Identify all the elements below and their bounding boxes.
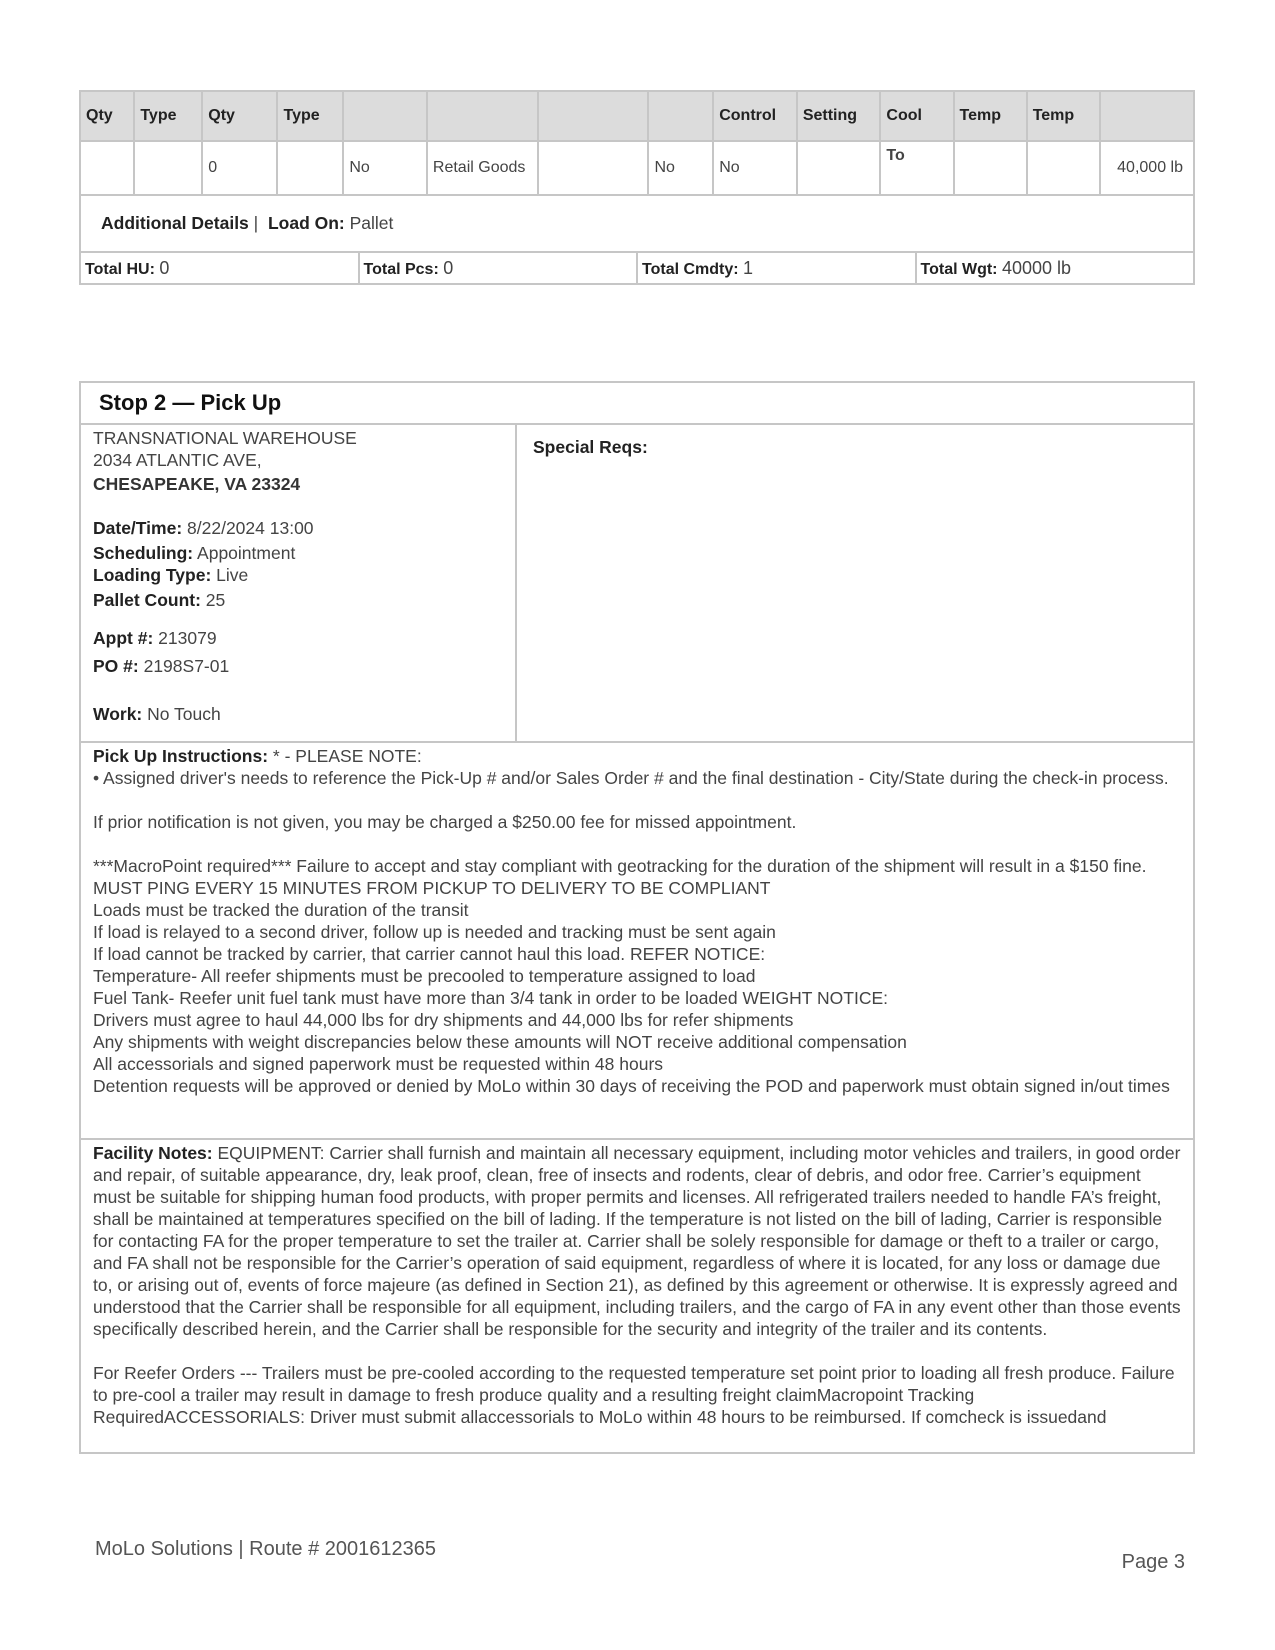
header-qty: Qty <box>80 91 134 141</box>
datetime-value: 8/22/2024 13:00 <box>187 518 314 538</box>
total-pcs <box>360 253 639 283</box>
load-on-label: Load On: <box>267 213 345 233</box>
appt-field <box>93 627 515 649</box>
total-cmdty-value: 1 <box>743 258 754 278</box>
table-cell <box>797 141 881 195</box>
header-blank <box>1100 91 1194 141</box>
total-hu-value: 0 <box>159 258 170 278</box>
additional-details <box>80 195 1194 252</box>
instruction-line: Loads must be tracked the duration of the transit <box>93 900 469 920</box>
header-blank <box>427 91 538 141</box>
load-on-value: Pallet <box>349 213 394 233</box>
total-wgt <box>917 253 1194 283</box>
pallet-count-label: Pallet Count: <box>93 590 201 610</box>
total-hu-label: Total HU: <box>85 261 155 278</box>
header-blank <box>648 91 713 141</box>
header-temp: Temp <box>954 91 1027 141</box>
address-line: 2034 ATLANTIC AVE, <box>93 450 262 470</box>
totals-row <box>80 252 1194 284</box>
instruction-line: ***MacroPoint required*** Failure to accept and stay compliant with geotracking for the duration of the shipment will result in a $150 fine. MUST PING EVERY 15 MINUTES FROM PICKUP TO DELIVERY TO BE COMPLIANT <box>93 856 1147 898</box>
instruction-line: If load cannot be tracked by carrier, that carrier cannot haul this load. REFER NOTICE: <box>93 944 766 964</box>
special-reqs-label: Special Reqs: <box>533 437 648 457</box>
instruction-line: * - PLEASE NOTE: <box>272 746 422 766</box>
table-cell <box>277 141 343 195</box>
table-row <box>80 141 1194 195</box>
appt-value: 213079 <box>158 628 217 648</box>
instruction-line: Detention requests will be approved or denied by MoLo within 30 days of receiving the POD and paperwork must obtain signed in/out times <box>93 1076 1170 1096</box>
facility-name: TRANSNATIONAL WAREHOUSE <box>93 428 357 448</box>
footer-route: MoLo Solutions | Route # 2001612365 <box>95 1538 437 1560</box>
table-cell: No <box>713 141 797 195</box>
pallet-count-value: 25 <box>205 590 226 610</box>
pickup-instructions <box>81 743 1193 1140</box>
header-qty: Qty <box>202 91 277 141</box>
po-label: PO #: <box>93 656 139 676</box>
instruction-line <box>93 833 1181 855</box>
appt-label: Appt #: <box>93 628 154 648</box>
header-setting: Setting <box>797 91 881 141</box>
footer-page-number: Page 3 <box>1121 1551 1185 1573</box>
datetime-field <box>93 516 515 540</box>
table-cell: 40,000 lb <box>1100 141 1194 195</box>
header-type: Type <box>134 91 202 141</box>
facility-notes-text: EQUIPMENT: Carrier shall furnish and maintain all necessary equipment, including motor vehicles and trailers, in good order and repair, of suitable appearance, dry, leak proof, clean, free of insects and rodents, clear of debris, and odor free. Carrier’s equipment must be suitable for shipping human food products, with proper permits and licenses. All refrigerated trailers needed to handle FA’s freight, shall be maintained at temperatures specified on the bill of lading. If the temperature is not listed on the bill of lading, Carrier is responsible for contacting FA for the proper temperature to set the trailer at. Carrier shall be solely responsible for damage or theft to a trailer or cargo, and FA shall not be responsible for the Carrier’s operation of said equipment, regardless of where it is located, for any loss or damage due to, or arising out of, events of force majeure (as defined in Section 21), as defined by this agreement or otherwise. It is expressly agreed and understood that the Carrier shall be responsible for all equipment, including trailers, and the cargo of FA in any event other than those events specifically described herein, and the Carrier shall be responsible for the security and integrity of the trailer and its contents. <box>93 1143 1181 1339</box>
scheduling-label: Scheduling: <box>93 543 194 563</box>
scheduling-field <box>93 542 515 564</box>
total-wgt-value: 40000 lb <box>1001 258 1072 278</box>
city-state-zip: CHESAPEAKE, VA 23324 <box>93 474 301 494</box>
facility-notes <box>81 1140 1193 1452</box>
instruction-line: Temperature- All reefer shipments must be precooled to temperature assigned to load <box>93 966 756 986</box>
table-cell: 0 <box>202 141 277 195</box>
facility-notes-label: Facility Notes: <box>93 1143 213 1163</box>
additional-details-row <box>80 195 1194 252</box>
commodity-header-row <box>80 91 1194 141</box>
po-value: 2198S7-01 <box>143 656 230 676</box>
table-cell <box>538 141 649 195</box>
header-blank <box>343 91 427 141</box>
commodity-table <box>79 90 1195 285</box>
instruction-line: Drivers must agree to haul 44,000 lbs for dry shipments and 44,000 lbs for refer shipments <box>93 1010 794 1030</box>
total-cmdty <box>638 253 917 283</box>
loading-type-value: Live <box>216 565 249 585</box>
separator: | <box>253 213 259 233</box>
instruction-line: If load is relayed to a second driver, follow up is needed and tracking must be sent again <box>93 922 776 942</box>
header-blank <box>538 91 649 141</box>
stop-section <box>79 381 1195 1454</box>
loading-type-label: Loading Type: <box>93 565 212 585</box>
table-cell: No <box>648 141 713 195</box>
instruction-line: • Assigned driver's needs to reference the Pick-Up # and/or Sales Order # and the final destination - City/State during the check-in process. <box>93 768 1169 788</box>
additional-details-label: Additional Details <box>101 213 249 233</box>
work-value: No Touch <box>147 704 221 724</box>
facility-notes-reefer: For Reefer Orders --- Trailers must be pre-cooled according to the requested temperature set point prior to loading all fresh produce. Failure to pre-cool a trailer may result in damage to fresh produce quality and a resulting freight claimMacropoint Tracking RequiredACCESSORIALS: Driver must submit allaccessorials to MoLo within 48 hours to be reimbursed. If comcheck is issuedand <box>93 1363 1175 1427</box>
table-cell: No <box>343 141 427 195</box>
instruction-line: All accessorials and signed paperwork must be requested within 48 hours <box>93 1054 664 1074</box>
total-wgt-label: Total Wgt: <box>920 261 998 278</box>
stop-details <box>81 425 1193 743</box>
work-label: Work: <box>93 704 143 724</box>
table-cell <box>954 141 1027 195</box>
instruction-line: Fuel Tank- Reefer unit fuel tank must have more than 3/4 tank in order to be loaded WEIGHT NOTICE: <box>93 988 889 1008</box>
loading-type-field <box>93 564 515 586</box>
work-field <box>93 703 515 725</box>
pickup-instructions-label: Pick Up Instructions: <box>93 746 269 766</box>
total-pcs-label: Total Pcs: <box>363 261 439 278</box>
header-type: Type <box>277 91 343 141</box>
po-field <box>93 655 515 677</box>
header-temp: Temp <box>1027 91 1100 141</box>
table-cell <box>1027 141 1100 195</box>
table-cell <box>80 141 134 195</box>
instruction-line: Any shipments with weight discrepancies below these amounts will NOT receive additional compensation <box>93 1032 907 1052</box>
total-cmdty-label: Total Cmdty: <box>642 261 739 278</box>
datetime-label: Date/Time: <box>93 518 183 538</box>
instruction-line: If prior notification is not given, you may be charged a $250.00 fee for missed appointment. <box>93 812 797 832</box>
table-cell: To <box>880 141 953 195</box>
pallet-count-field <box>93 589 515 611</box>
stop-address-panel <box>81 425 517 741</box>
total-hu <box>81 253 360 283</box>
total-pcs-value: 0 <box>443 258 454 278</box>
special-reqs-panel <box>517 425 1193 741</box>
table-cell <box>134 141 202 195</box>
instruction-line <box>93 789 1181 811</box>
header-cool: Cool <box>880 91 953 141</box>
stop-title: Stop 2 — Pick Up <box>81 383 1193 425</box>
header-control: Control <box>713 91 797 141</box>
scheduling-value: Appointment <box>197 543 296 563</box>
table-cell: Retail Goods <box>427 141 538 195</box>
